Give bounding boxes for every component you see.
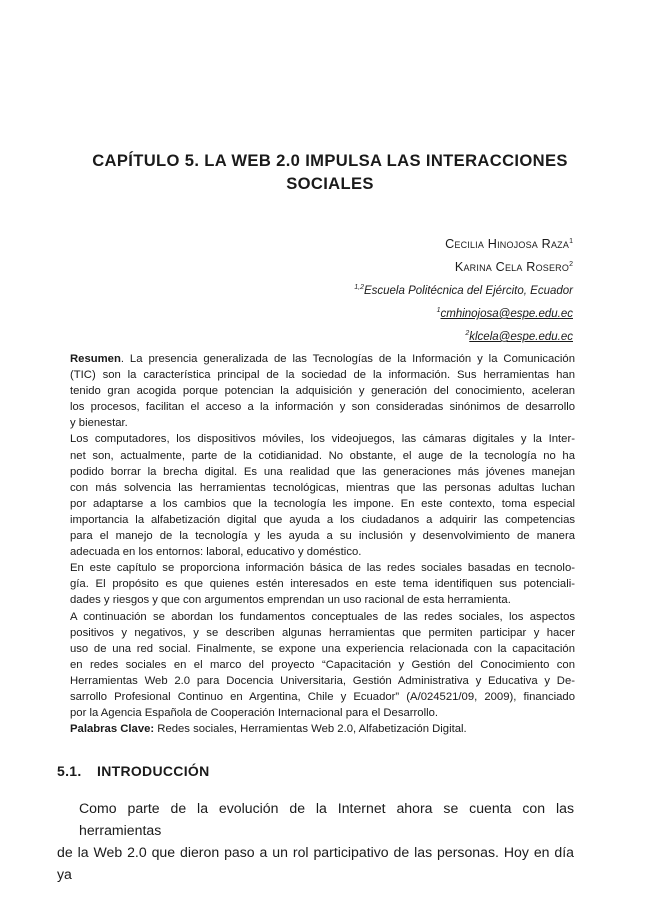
abstract-line: dades y riesgos y que con argumentos emprendan un uso racional de esta herramienta. — [70, 594, 511, 607]
author-block — [354, 232, 573, 347]
author-2 — [354, 255, 573, 278]
keywords-text: Redes sociales, Herramientas Web 2.0, Alfabetización Digital. — [154, 723, 467, 736]
abstract-line: en redes sociales en el marco del proyecto “Capacitación y Gestión del Conocimiento con — [70, 658, 575, 671]
chapter-title-line-1: CAPÍTULO 5. LA WEB 2.0 IMPULSA LAS INTERACCIONES — [92, 151, 568, 170]
email-2-superscript: 2 — [465, 330, 470, 337]
author-1 — [354, 232, 573, 255]
author-2-superscript: 2 — [569, 261, 573, 268]
abstract-line: Herramientas Web 2.0 para Docencia Universitaria, Gestión Administrativa y Educativa y De- — [70, 674, 575, 687]
abstract-label: Resumen — [70, 353, 121, 365]
email-1-link[interactable]: cmhinojosa@espe.edu.ec — [440, 308, 573, 320]
email-2-link[interactable]: klcela@espe.edu.ec — [469, 331, 573, 343]
abstract-line: positivos y negativos, y se describen algunas herramientas que permiten participar y hacer — [70, 626, 575, 639]
abstract-line: gía. El propósito es que quienes estén interesados en este tema identifiquen sus potenciali- — [70, 578, 575, 591]
keywords-label: Palabras Clave: — [70, 723, 155, 736]
abstract-line: para el manejo de la tecnología y les ayuda a su inclusión y desenvolvimiento de manera — [70, 530, 575, 543]
chapter-title-line-2: SOCIALES — [286, 174, 374, 193]
abstract — [70, 351, 575, 737]
section-heading — [57, 763, 209, 779]
chapter-title — [60, 149, 600, 195]
affiliation — [354, 278, 573, 301]
author-2-name: Karina Cela Rosero — [454, 260, 570, 274]
abstract-line: Resumen. La presencia generalizada de las Tecnologías de la Información y la Comunicación — [70, 353, 575, 365]
abstract-line: (TIC) son la característica principal de la sociedad de la información. Sus herramientas han — [70, 369, 575, 382]
abstract-line: En este capítulo se proporciona información básica de las redes sociales basadas en tecnolo- — [70, 562, 575, 575]
email-1-superscript: 1 — [436, 307, 441, 314]
abstract-line: los procesos, facilitan el acceso a la información y son consideradas sinónimos de desarrollo — [70, 401, 575, 414]
body-line-1: Como parte de la evolución de la Internet ahora se cuenta con las herramientas — [79, 800, 574, 838]
keywords — [70, 721, 575, 737]
section-title: INTRODUCCIÓN — [97, 763, 210, 779]
abstract-line: por la Agencia Española de Cooperación Internacional para el Desarrollo. — [70, 707, 439, 720]
body-line-2: de la Web 2.0 que dieron paso a un rol participativo de las personas. Hoy en día ya — [57, 844, 574, 882]
section-number: 5.1. — [57, 763, 82, 779]
affiliation-text: Escuela Politécnica del Ejército, Ecuador — [363, 285, 573, 297]
email-1 — [354, 301, 573, 324]
abstract-line: sarrollo Profesional Continuo en Argentina, Chile y Ecuador” (A/024521/09, 2009), financiado — [70, 690, 575, 703]
author-1-name: Cecilia Hinojosa Raza — [445, 237, 570, 251]
abstract-line: tenido gran acogida porque potencian la adquisición y generación del conocimiento, aceleran — [70, 385, 575, 398]
abstract-line: con más solvencia las herramientas tecnológicas, mientras que las personas adultas luchan — [70, 481, 575, 494]
abstract-line: por adaptarse a los cambios que la tecnología les impone. En este contexto, toma especial — [70, 497, 575, 510]
abstract-line: uso de una red social. Finalmente, se expone una experiencia relacionada con la capacitación — [70, 642, 575, 655]
abstract-line: importancia la alfabetización digital que ayuda a los ciudadanos a adquirir las competencias — [70, 513, 575, 526]
author-1-superscript: 1 — [569, 238, 573, 245]
abstract-line: podido borrar la brecha digital. Es una realidad que las generaciones más jóvenes manejan — [70, 465, 575, 478]
abstract-line: Los computadores, los dispositivos móviles, los videojuegos, las cámaras digitales y la Inter- — [70, 433, 575, 446]
abstract-line: A continuación se abordan los fundamentos conceptuales de las redes sociales, los aspectos — [70, 610, 575, 623]
abstract-line: adecuada en los entornos: laboral, educativo y doméstico. — [70, 546, 362, 559]
abstract-line: y bienestar. — [70, 417, 128, 430]
email-2 — [354, 324, 573, 347]
affiliation-superscript: 1,2 — [354, 284, 364, 291]
body-paragraph — [57, 797, 574, 885]
abstract-line: net son, actualmente, parte de la cotidianidad. No obstante, el auge de la tecnología no ha — [70, 449, 575, 462]
